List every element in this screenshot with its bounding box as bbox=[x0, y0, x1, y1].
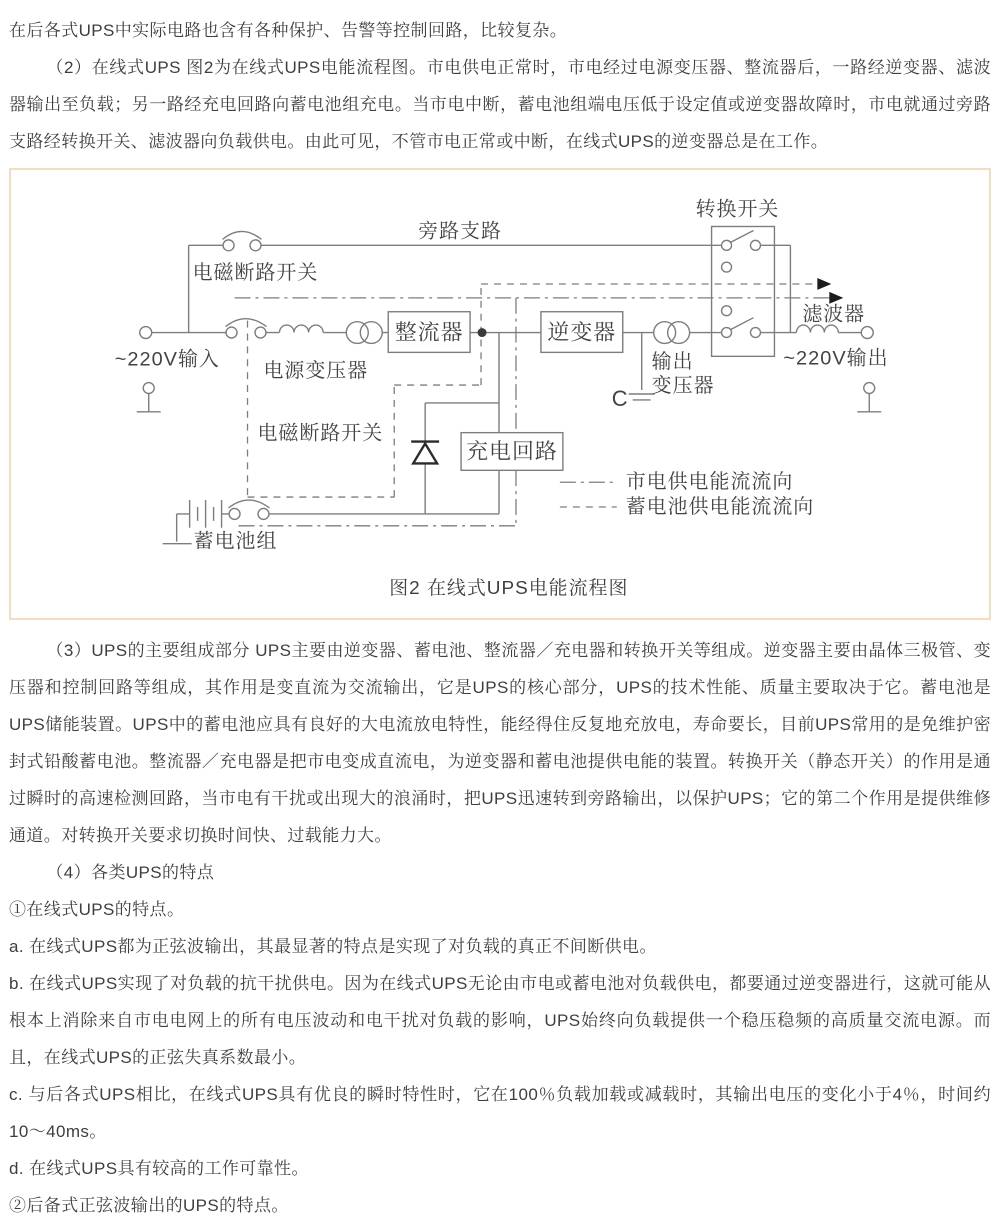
paragraph-intro: 在后各式UPS中实际电路也含有各种保护、告警等控制回路，比较复杂。 bbox=[9, 21, 568, 40]
list-item-d: d. 在线式UPS具有较高的工作可靠性。 bbox=[9, 1159, 309, 1178]
label-output-220v: ~220V输出 bbox=[783, 347, 889, 370]
label-breaker-battery: 电磁断路开关 bbox=[257, 422, 384, 445]
figure-ups-power-flow-diagram bbox=[9, 168, 991, 620]
output-ground-icon bbox=[857, 383, 881, 412]
label-input-220v: ~220V输入 bbox=[114, 348, 220, 371]
filter-inductor-icon bbox=[796, 325, 838, 332]
diode-icon bbox=[411, 442, 439, 464]
label-capacitor-c: C bbox=[611, 385, 629, 411]
label-rectifier: 整流器 bbox=[394, 319, 464, 345]
label-power-transformer: 电源变压器 bbox=[263, 360, 369, 383]
label-transfer-switch: 转换开关 bbox=[695, 198, 780, 221]
input-ground-icon bbox=[137, 383, 161, 412]
mains-flow-arrow-icon bbox=[829, 292, 843, 304]
bypass-breaker-switch bbox=[223, 231, 262, 250]
output-transformer-icon bbox=[654, 322, 690, 344]
input-terminal bbox=[140, 327, 152, 339]
label-filter: 滤波器 bbox=[802, 303, 866, 326]
output-terminal bbox=[861, 327, 873, 339]
label-breaker-mains: 电磁断路开关 bbox=[192, 262, 319, 285]
battery-flow-arrow-icon bbox=[817, 278, 831, 290]
legend-battery-flow-label: 蓄电池供电能流流向 bbox=[625, 495, 815, 518]
figure-caption: 图2 在线式UPS电能流程图 bbox=[389, 578, 629, 600]
ups-circuit-diagram bbox=[11, 170, 989, 618]
label-output-transformer-2: 变压器 bbox=[651, 375, 715, 398]
legend-mains-flow-label: 市电供电能流流向 bbox=[625, 471, 794, 494]
label-inverter: 逆变器 bbox=[547, 319, 617, 345]
battery-breaker-switch bbox=[229, 500, 270, 519]
heading-backup-ups-features: ②后备式正弦波输出的UPS的特点。 bbox=[9, 1196, 289, 1215]
label-battery-pack: 蓄电池组 bbox=[193, 530, 278, 553]
label-bypass-branch: 旁路支路 bbox=[418, 220, 502, 243]
junction-dot bbox=[478, 328, 487, 337]
paragraph-online-ups: （2）在线式UPS 图2为在线式UPS电能流程图。市电供电正常时，市电经过电源变压器、整流器后，一路经逆变器、滤波器输出至负载；另一路经充电回路向蓄电池组充电。当市电中断，蓄电池组端电压低于设定值或逆变器故障时，市电就通过旁路支路经转换开关、滤波器向负载供电。由此可见，不管市电正常或中断，在线式UPS的逆变器总是在工作。 bbox=[9, 58, 991, 151]
heading-ups-types: （4）各类UPS的特点 bbox=[46, 863, 215, 882]
list-item-b: b. 在线式UPS实现了对负载的抗干扰供电。因为在线式UPS无论由市电或蓄电池对负载供电，都要通过逆变器进行，这就可能从根本上消除来自市电电网上的所有电压波动和电干扰对负载的影响，UPS始终向负载提供一个稳压稳频的高质量交流电源。而且，在线式UPS的正弦失真系数最小。 bbox=[9, 974, 991, 1067]
heading-online-ups-features: ①在线式UPS的特点。 bbox=[9, 900, 185, 919]
paragraph-ups-components: （3）UPS的主要组成部分 UPS主要由逆变器、蓄电池、整流器／充电器和转换开关等组成。逆变器主要由晶体三极管、变压器和控制回路等组成，其作用是变直流为交流输出，它是UPS的核心部分，UPS的技术性能、质量主要取决于它。蓄电池是UPS储能装置。UPS中的蓄电池应具有良好的大电流放电特性，能经得住反复地充放电，寿命要长，目前UPS常用的是免维护密封式铅酸蓄电池。整流器／充电器是把市电变成直流电，为逆变器和蓄电池提供电能的装置。转换开关（静态开关）的作用是通过瞬时的高速检测回路，当市电有干扰或出现大的浪涌时，把UPS迅速转到旁路输出，以保护UPS；它的第二个作用是提供维修通道。对转换开关要求切换时间快、过载能力大。 bbox=[9, 641, 991, 845]
label-output-transformer-1: 输出 bbox=[651, 351, 694, 374]
list-item-a: a. 在线式UPS都为正弦波输出，其最显著的特点是实现了对负载的真正不间断供电。 bbox=[9, 937, 657, 956]
power-transformer-icon bbox=[346, 322, 382, 344]
input-inductor-icon bbox=[279, 325, 323, 332]
mains-breaker-switch bbox=[226, 319, 267, 338]
list-item-c: c. 与后各式UPS相比，在线式UPS具有优良的瞬时特性时，它在100％负载加载或减载时，其输出电压的变化小于4％，时间约10～40ms。 bbox=[9, 1085, 991, 1141]
label-charging-circuit: 充电回路 bbox=[466, 438, 558, 464]
